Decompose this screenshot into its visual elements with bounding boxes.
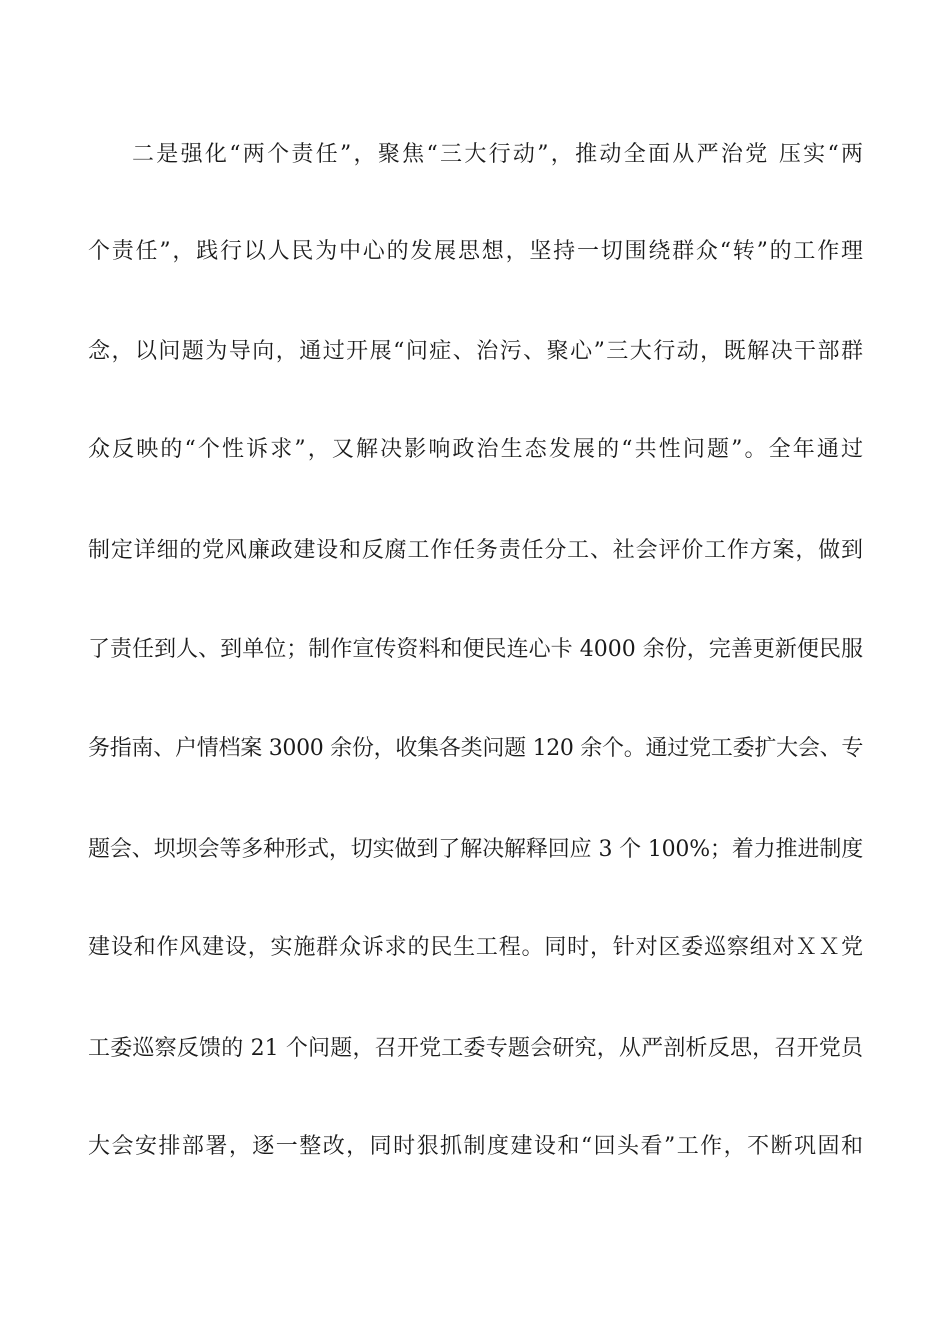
paragraph-line-3: 念，以问题为导向，通过开展“问症、治污、聚心”三大行动，既解决干部群 (88, 339, 863, 364)
paragraph-line-11: 大会安排部署，逐一整改，同时狠抓制度建设和“回头看”工作，不断巩固和 (88, 1134, 863, 1159)
paragraph-line-6: 了责任到人、到单位；制作宣传资料和便民连心卡 4000 余份，完善更新便民服 (88, 637, 863, 662)
paragraph-line-8: 题会、坝坝会等多种形式，切实做到了解决解释回应 3 个 100%；着力推进制度 (88, 837, 863, 862)
paragraph-line-5: 制定详细的党风廉政建设和反腐工作任务责任分工、社会评价工作方案，做到 (88, 538, 863, 563)
paragraph-line-10: 工委巡察反馈的 21 个问题，召开党工委专题会研究，从严剖析反思，召开党员 (88, 1036, 863, 1061)
paragraph-line-7: 务指南、户情档案 3000 余份，收集各类问题 120 余个。通过党工委扩大会、专 (88, 736, 863, 761)
paragraph-line-1: 二是强化“两个责任”，聚焦“三大行动”，推动全面从严治党 压实“两 (132, 142, 863, 167)
paragraph-line-4: 众反映的“个性诉求”，又解决影响政治生态发展的“共性问题”。全年通过 (88, 437, 863, 462)
paragraph-line-2: 个责任”，践行以人民为中心的发展思想，坚持一切围绕群众“转”的工作理 (88, 239, 863, 264)
paragraph-line-9: 建设和作风建设，实施群众诉求的民生工程。同时，针对区委巡察组对ＸＸ党 (88, 935, 863, 960)
